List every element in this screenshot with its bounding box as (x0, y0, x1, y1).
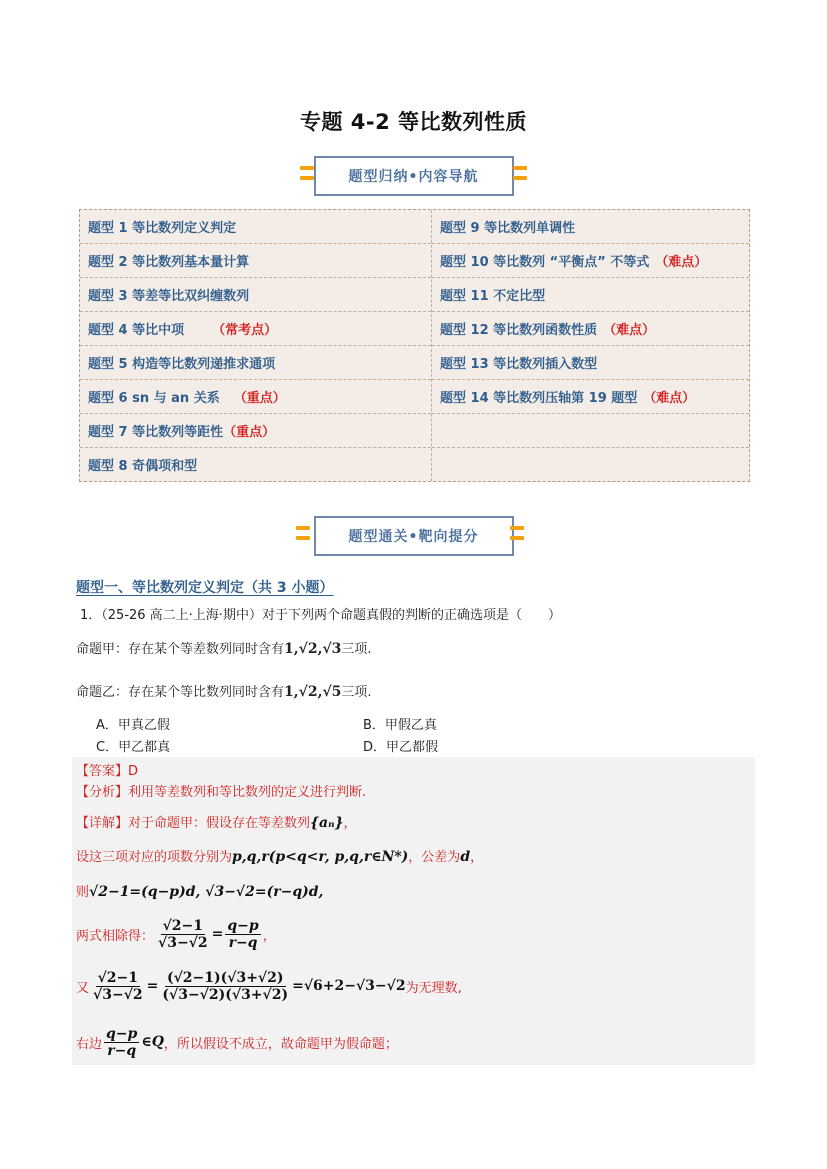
banner-left-bar (296, 536, 310, 540)
banner-right-bar (510, 536, 524, 540)
section-title[interactable]: 题型一、等比数列定义判定（共 3 小题） (76, 580, 334, 596)
analysis-text: 利用等差数列和等比数列的定义进行判断. (128, 785, 367, 800)
toc-item[interactable] (432, 278, 749, 312)
fraction-denominator: (√3−√2)(√3+√2) (162, 986, 289, 1003)
option-b[interactable]: B．甲假乙真 (363, 718, 437, 733)
fraction-denominator: r−q (107, 1042, 137, 1059)
set-membership: ∈Q (141, 1034, 164, 1050)
nav-banner (0, 156, 827, 196)
option-c[interactable]: C．甲乙都真 (96, 740, 171, 755)
toc-item-label: 题型 10 等比数列 “平衡点” 不等式 (440, 255, 650, 270)
fraction-denominator: r−q (228, 934, 258, 951)
fraction (156, 918, 210, 951)
toc-item-label: 题型 8 奇偶项和型 (88, 459, 198, 474)
detail-line-6 (76, 1021, 398, 1063)
question-stem: 1．（25-26 高二上·上海·期中）对于下列两个命题真假的判断的正确选项是（ ） (80, 608, 561, 623)
section-banner (0, 516, 827, 556)
toc-item[interactable] (432, 244, 749, 278)
equals-sign: = (146, 978, 159, 994)
toc-right-column (432, 210, 749, 481)
toc-item-label: 题型 6 sn 与 an 关系 (88, 391, 220, 406)
detail-text: 两式相除得： (76, 928, 155, 944)
topic-index-table (79, 209, 750, 482)
toc-left-column (80, 210, 431, 481)
fraction-numerator: √2−1 (162, 917, 204, 934)
toc-item-label: 题型 1 等比数列定义判定 (88, 221, 237, 236)
toc-item-tag: （常考点） (212, 323, 278, 338)
toc-item-label: 题型 5 构造等比数列递推求通项 (88, 357, 276, 372)
toc-item[interactable] (80, 380, 431, 414)
toc-item[interactable] (80, 414, 431, 448)
banner-right-bar (510, 526, 524, 530)
proposition-b (76, 681, 372, 700)
detail-text: ，所以假设不成立，故命题甲为假命题； (163, 1036, 398, 1052)
toc-item-tag: （难点） (643, 391, 696, 406)
detail-text: 对于命题甲：假设存在等差数列 (128, 816, 311, 831)
toc-item-label: 题型 12 等比数列函数性质 (440, 323, 598, 338)
toc-item[interactable] (432, 312, 749, 346)
fraction-denominator: √3−√2 (93, 986, 143, 1003)
fraction (225, 918, 260, 951)
index-notation: p,q,r(p<q<r, p,q,r∈N*) (232, 849, 409, 865)
fraction-numerator: (√2−1)(√3+√2) (166, 969, 284, 986)
equation: √2−1=(q−p)d, √3−√2=(r−q)d, (89, 884, 324, 900)
expression: =√6+2−√3−√2 (292, 978, 406, 994)
proposition-b-prefix: 命题乙：存在某个等比数列同时含有 (76, 685, 285, 700)
fraction (91, 970, 145, 1003)
banner-left-bar (300, 176, 314, 180)
toc-item[interactable] (80, 244, 431, 278)
toc-item-tag: （难点） (655, 255, 708, 270)
toc-item-label: 题型 2 等比数列基本量计算 (88, 255, 250, 270)
proposition-a (76, 638, 372, 657)
toc-item[interactable] (80, 346, 431, 380)
option-a[interactable]: A．甲真乙假 (96, 718, 170, 733)
toc-item-label: 题型 7 等比数列等距性 (88, 425, 224, 440)
detail-text: 设这三项对应的项数分别为 (76, 850, 233, 865)
fraction-denominator: √3−√2 (158, 934, 208, 951)
toc-item[interactable] (432, 380, 749, 414)
proposition-a-math: 1,√2,√3 (284, 641, 342, 657)
toc-item-label: 题型 14 等比数列压轴第 19 题型 (440, 391, 638, 406)
punctuation: ， (262, 928, 276, 944)
equals-sign: = (211, 926, 224, 942)
detail-text: 为无理数, (405, 980, 462, 996)
answer-line (76, 760, 138, 779)
proposition-a-suffix: 三项. (341, 642, 372, 657)
detail-line-2 (76, 846, 483, 865)
toc-item[interactable] (80, 448, 431, 481)
toc-item[interactable] (80, 312, 431, 346)
toc-item-tag: （重点） (233, 391, 286, 406)
toc-item-label: 题型 13 等比数列插入数型 (440, 357, 598, 372)
banner-right-bar (513, 176, 527, 180)
toc-item[interactable] (80, 210, 431, 244)
toc-item-label: 题型 9 等比数列单调性 (440, 221, 576, 236)
nav-banner-label: 题型归纳•内容导航 (314, 156, 514, 196)
proposition-b-math: 1,√2,√5 (284, 684, 342, 700)
proposition-b-suffix: 三项. (341, 685, 372, 700)
detail-label: 【详解】 (76, 816, 129, 831)
toc-item-label: 题型 3 等差等比双纠缠数列 (88, 289, 250, 304)
toc-item-empty (432, 448, 749, 481)
fraction-numerator: √2−1 (97, 969, 139, 986)
fraction (160, 970, 290, 1003)
detail-text: ，公差为 (408, 850, 461, 865)
fraction (104, 1026, 139, 1059)
answer-label: 【答案】 (76, 764, 129, 779)
toc-item-label: 题型 11 不定比型 (440, 289, 546, 304)
banner-right-bar (513, 166, 527, 170)
detail-text: 则 (76, 885, 90, 900)
section-banner-label: 题型通关•靶向提分 (314, 516, 514, 556)
toc-item-tag: （难点） (603, 323, 656, 338)
toc-item[interactable] (432, 210, 749, 244)
common-difference: d (460, 849, 471, 865)
detail-line-1 (76, 812, 357, 831)
detail-line-4 (76, 913, 276, 955)
detail-text: 右边 (76, 1036, 103, 1052)
answer-panel (72, 757, 755, 1065)
option-d[interactable]: D．甲乙都假 (363, 740, 439, 755)
sequence-notation: {aₙ} (310, 815, 344, 831)
toc-item-empty (432, 414, 749, 448)
banner-left-bar (300, 166, 314, 170)
analysis-label: 【分析】 (76, 785, 129, 800)
fraction-numerator: q−p (227, 917, 259, 934)
analysis-line (76, 781, 366, 800)
toc-item[interactable] (80, 278, 431, 312)
toc-item-tag: （重点） (223, 425, 276, 440)
detail-line-5 (76, 963, 462, 1009)
fraction-numerator: q−p (106, 1025, 138, 1042)
toc-item-label: 题型 4 等比中项 (88, 323, 185, 338)
detail-text: 又 (76, 980, 90, 996)
banner-left-bar (296, 526, 310, 530)
punctuation: ， (470, 850, 484, 865)
proposition-a-prefix: 命题甲：存在某个等差数列同时含有 (76, 642, 285, 657)
answer-value: D (128, 764, 139, 779)
document-title: 专题 4-2 等比数列性质 (299, 110, 528, 134)
punctuation: ， (343, 816, 357, 831)
detail-line-3 (76, 881, 323, 900)
toc-item[interactable] (432, 346, 749, 380)
